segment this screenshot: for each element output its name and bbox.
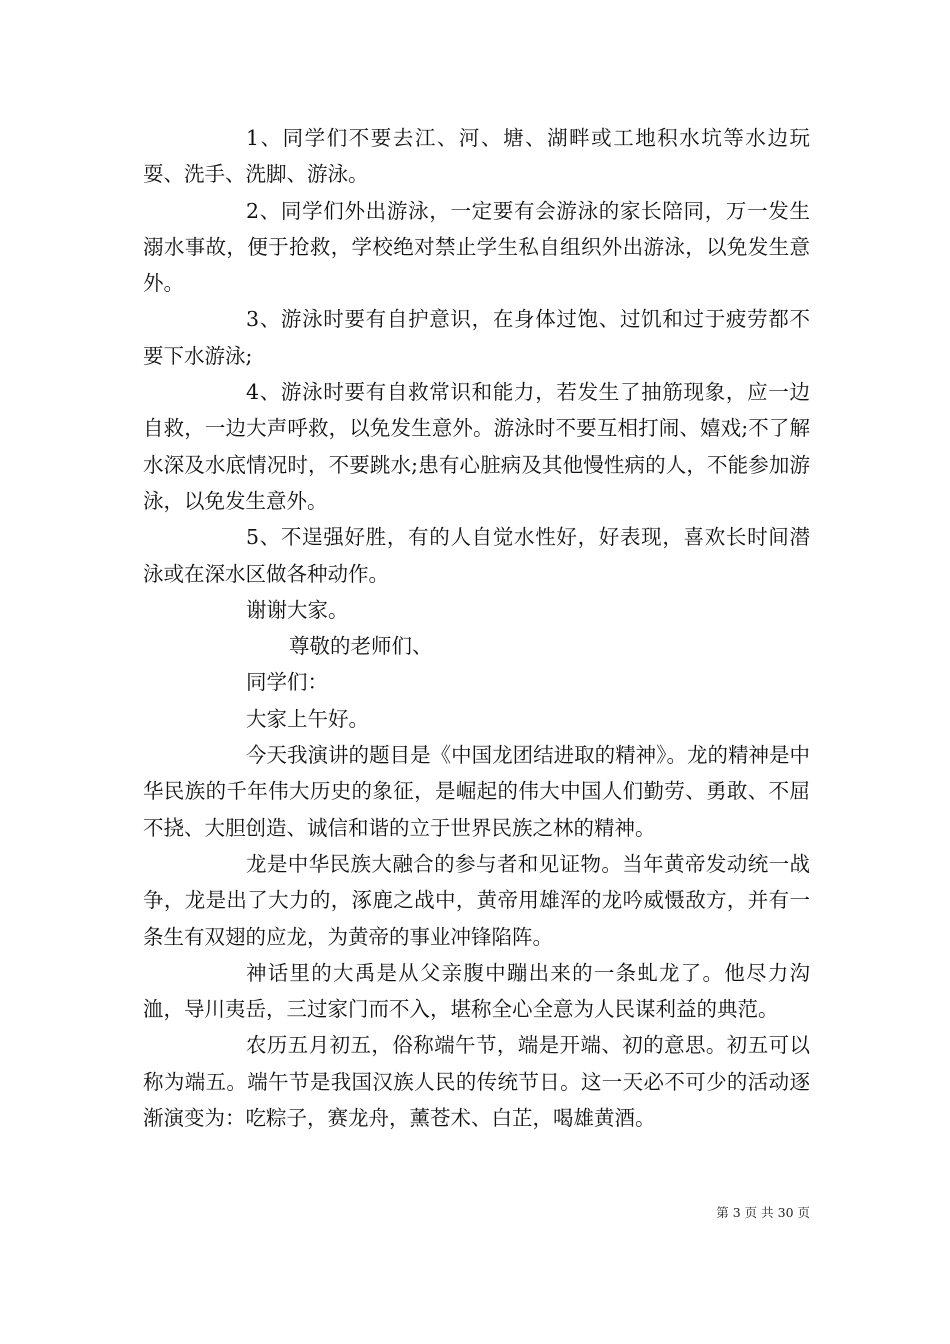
paragraph-safety-rule-1: 1、同学们不要去江、河、塘、湖畔或工地积水坑等水边玩耍、洗手、洗脚、游泳。 — [143, 126, 810, 187]
paragraph-dragon-history: 龙是中华民族大融合的参与者和见证物。当年黄帝发动统一战争，龙是出了大力的，涿鹿之战中，黄帝用雄浑的龙吟威慑敌方，并有一条生有双翅的应龙，为黄帝的事业冲锋陷阵。 — [143, 851, 810, 949]
paragraph-dragon-boat-festival: 农历五月初五，俗称端午节，端是开端、初的意思。初五可以称为端五。端午节是我国汉族人民的传统节日。这一天必不可少的活动逐渐演变为：吃粽子，赛龙舟，薰苍术、白芷，喝雄黄酒。 — [143, 1033, 810, 1131]
paragraph-thanks: 谢谢大家。 — [246, 597, 349, 622]
salutation-students: 同学们： — [246, 670, 328, 695]
paragraph-speech-topic: 今天我演讲的题目是《中国龙团结进取的精神》。龙的精神是中华民族的千年伟大历史的象征，是崛起的伟大中国人们勤劳、勇敢、不屈不挠、大胆创造、诚信和谐的立于世界民族之林的精神。 — [143, 743, 810, 840]
paragraph-safety-rule-5: 5、不逞强好胜，有的人自觉水性好，好表现，喜欢长时间潜泳或在深水区做各种动作。 — [143, 525, 810, 586]
paragraph-safety-rule-3: 3、游泳时要有自护意识，在身体过饱、过饥和过于疲劳都不要下水游泳; — [143, 307, 810, 368]
paragraph-safety-rule-4: 4、游泳时要有自救常识和能力，若发生了抽筋现象，应一边自救，一边大声呼救，以免发生意外。游泳时不要互相打闹、嬉戏;不了解水深及水底情况时，不要跳水;患有心脏病及其他慢性病的人，不能参加游泳，以免发生意外。 — [143, 380, 810, 513]
page-number-footer: 第 3 页 共 30 页 — [716, 1205, 810, 1220]
greeting-line: 大家上午好。 — [246, 706, 369, 731]
salutation-teachers: 尊敬的老师们、 — [289, 634, 433, 659]
paragraph-dayu-myth: 神话里的大禹是从父亲腹中蹦出来的一条虬龙了。他尽力沟洫，导川夷岳，三过家门而不入，堪称全心全意为人民谋利益的典范。 — [143, 960, 810, 1022]
document-body — [143, 120, 810, 1136]
paragraph-safety-rule-2: 2、同学们外出游泳，一定要有会游泳的家长陪同，万一发生溺水事故，便于抢救，学校绝对禁止学生私自组织外出游泳，以免发生意外。 — [143, 198, 810, 296]
